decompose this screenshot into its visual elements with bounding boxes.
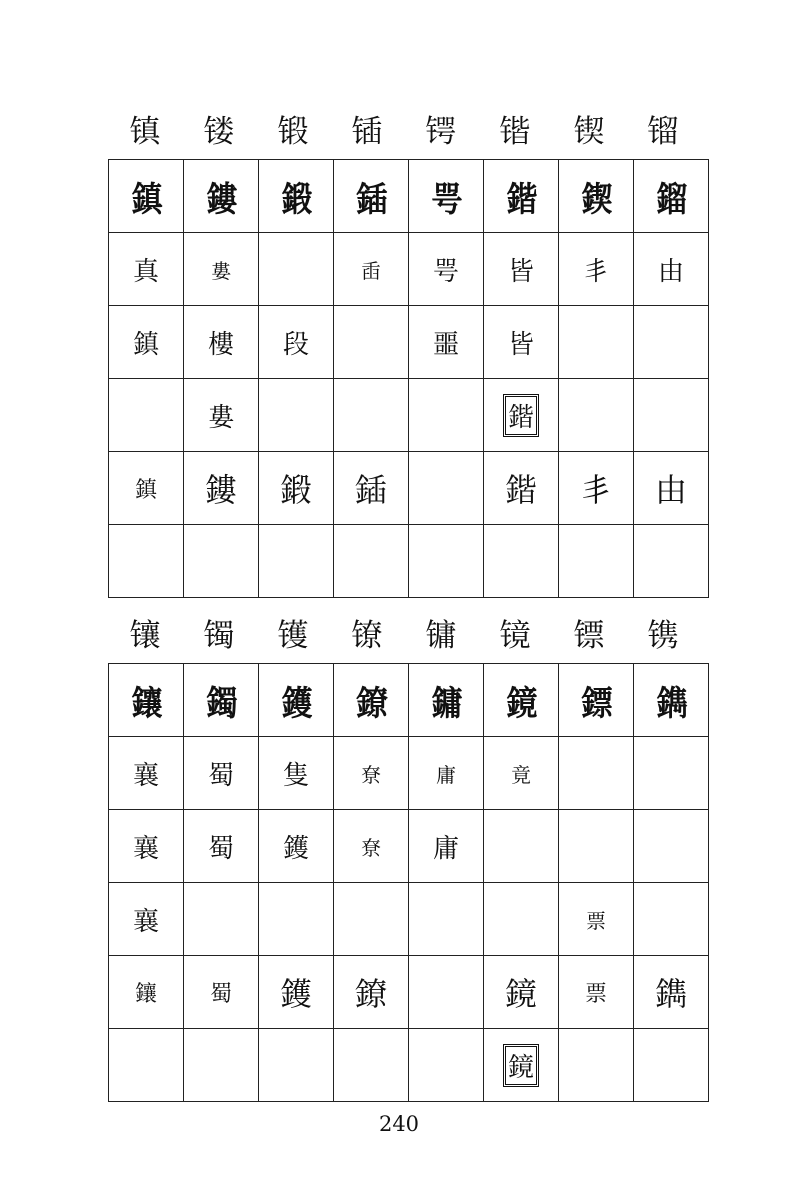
grid-cell — [259, 452, 334, 525]
grid-cell — [409, 379, 484, 452]
glyph: 襄 — [132, 906, 159, 937]
grid-cell — [484, 664, 559, 737]
grid-cell — [109, 233, 184, 306]
glyph: 尞 — [361, 762, 381, 787]
glyph: 鏤 — [205, 179, 237, 220]
header-char: 锲 — [573, 114, 605, 150]
glyph: 鐐 — [354, 975, 387, 1013]
header-char: 镬 — [277, 618, 309, 654]
grid-cell — [409, 664, 484, 737]
glyph: 鏡 — [505, 683, 537, 724]
grid-cell — [184, 379, 259, 452]
grid-cell — [409, 956, 484, 1029]
grid-cell — [334, 810, 409, 883]
glyph: 竟 — [511, 762, 531, 787]
table-row — [109, 883, 709, 956]
grid-cell — [559, 525, 634, 598]
glyph: 樓 — [207, 329, 234, 360]
grid-cell — [259, 306, 334, 379]
grid-cell — [559, 379, 634, 452]
grid-cell — [259, 810, 334, 883]
grid-cell — [559, 306, 634, 379]
glyph: 鑲 — [130, 683, 162, 724]
glyph: 皆 — [507, 329, 534, 360]
grid-cell — [634, 1029, 709, 1102]
table-row — [109, 379, 709, 452]
header-char: 镶 — [129, 618, 161, 654]
glyph: 鑊 — [282, 833, 309, 864]
grid-cell — [259, 525, 334, 598]
grid-cell — [109, 664, 184, 737]
grid-cell — [109, 737, 184, 810]
header-row — [108, 110, 700, 154]
glyph: 段 — [282, 329, 309, 360]
grid-cell — [184, 883, 259, 956]
glyph: 鍛 — [280, 179, 312, 220]
grid-cell — [634, 956, 709, 1029]
grid-cell — [184, 525, 259, 598]
glyph: 咢 — [430, 179, 462, 220]
table-row — [109, 1029, 709, 1102]
grid-cell — [334, 956, 409, 1029]
grid-cell — [109, 379, 184, 452]
glyph: 鏡 — [504, 975, 537, 1013]
grid-cell — [484, 452, 559, 525]
grid-cell — [634, 664, 709, 737]
glyph: 鐫 — [655, 683, 687, 724]
glyph: 鑊 — [280, 683, 312, 724]
grid-cell — [259, 737, 334, 810]
grid-cell — [259, 664, 334, 737]
grid-cell — [634, 737, 709, 810]
grid-cell — [259, 883, 334, 956]
table-row — [109, 233, 709, 306]
grid-cell — [334, 737, 409, 810]
grid-cell — [109, 1029, 184, 1102]
grid-cell — [634, 306, 709, 379]
grid-cell — [409, 306, 484, 379]
glyph: 票 — [586, 908, 606, 933]
grid-cell — [334, 233, 409, 306]
glyph: 由 — [657, 256, 684, 287]
grid-cell — [634, 233, 709, 306]
grid-cell — [409, 737, 484, 810]
header-char: 镇 — [129, 114, 161, 150]
grid-cell — [334, 160, 409, 233]
character-section-1 — [108, 110, 700, 598]
grid-cell — [409, 883, 484, 956]
grid-cell — [334, 306, 409, 379]
grid-cell — [109, 883, 184, 956]
glyph: 鎮 — [130, 179, 162, 220]
grid-cell — [184, 810, 259, 883]
glyph: 鐐 — [355, 683, 387, 724]
glyph: 庸 — [436, 762, 456, 787]
table-row — [109, 956, 709, 1029]
header-char: 镛 — [425, 618, 457, 654]
grid-cell — [259, 160, 334, 233]
grid-cell — [484, 233, 559, 306]
glyph: 鍇 — [503, 394, 539, 437]
grid-cell — [184, 306, 259, 379]
grid-cell — [409, 1029, 484, 1102]
grid-cell — [184, 452, 259, 525]
glyph: 襄 — [132, 760, 159, 791]
table-row — [109, 306, 709, 379]
glyph: 由 — [654, 471, 687, 509]
glyph: 丯 — [582, 256, 609, 287]
grid-cell — [259, 956, 334, 1029]
grid-cell — [259, 1029, 334, 1102]
page-number: 240 — [378, 1112, 420, 1136]
grid-cell — [409, 160, 484, 233]
table-row — [109, 525, 709, 598]
grid-cell — [334, 525, 409, 598]
grid-cell — [634, 810, 709, 883]
table-row — [109, 664, 709, 737]
grid-cell — [109, 452, 184, 525]
glyph: 庸 — [432, 833, 459, 864]
table-row — [109, 452, 709, 525]
character-section-2 — [108, 614, 700, 1102]
grid-cell — [484, 737, 559, 810]
glyph: 鍥 — [580, 179, 612, 220]
grid-cell — [334, 1029, 409, 1102]
glyph: 鎮 — [134, 477, 157, 503]
grid-cell — [559, 160, 634, 233]
glyph: 鍇 — [505, 179, 537, 220]
header-char: 镖 — [573, 618, 605, 654]
grid-cell — [484, 525, 559, 598]
glyph: 鍤 — [355, 179, 387, 220]
glyph: 真 — [132, 256, 159, 287]
grid-cell — [559, 883, 634, 956]
glyph: 鎮 — [132, 329, 159, 360]
header-char: 锸 — [351, 114, 383, 150]
grid-cell — [109, 810, 184, 883]
grid-cell — [409, 233, 484, 306]
glyph: 鑊 — [279, 975, 312, 1013]
glyph: 鐫 — [654, 975, 687, 1013]
grid-cell — [559, 452, 634, 525]
grid-cell — [109, 525, 184, 598]
grid-cell — [109, 956, 184, 1029]
grid-cell — [484, 306, 559, 379]
glyph: 鍇 — [504, 471, 537, 509]
grid-cell — [634, 525, 709, 598]
glyph: 丯 — [579, 471, 612, 509]
grid-cell — [334, 883, 409, 956]
grid-cell — [184, 1029, 259, 1102]
grid-cell — [484, 883, 559, 956]
header-char: 锷 — [425, 114, 457, 150]
header-char: 镣 — [351, 618, 383, 654]
glyph: 鑲 — [134, 981, 157, 1007]
grid-cell — [484, 956, 559, 1029]
glyph: 鏞 — [430, 683, 462, 724]
grid-cell — [334, 452, 409, 525]
header-char: 镌 — [647, 618, 679, 654]
glyph: 皆 — [507, 256, 534, 287]
grid-cell — [259, 379, 334, 452]
table-row — [109, 810, 709, 883]
grid-cell — [559, 810, 634, 883]
character-grid — [108, 159, 709, 598]
glyph: 鍤 — [354, 471, 387, 509]
grid-cell — [559, 664, 634, 737]
header-char: 锻 — [277, 114, 309, 150]
glyph: 鎦 — [655, 179, 687, 220]
glyph: 鐲 — [205, 683, 237, 724]
grid-cell — [334, 379, 409, 452]
glyph: 蜀 — [209, 981, 232, 1007]
glyph: 臿 — [361, 258, 381, 283]
grid-cell — [259, 233, 334, 306]
header-char: 镂 — [203, 114, 235, 150]
glyph: 噩 — [432, 329, 459, 360]
grid-cell — [559, 1029, 634, 1102]
glyph: 尞 — [361, 835, 381, 860]
glyph: 咢 — [432, 256, 459, 287]
glyph: 鍛 — [279, 471, 312, 509]
glyph: 隻 — [282, 760, 309, 791]
grid-cell — [109, 160, 184, 233]
grid-cell — [634, 160, 709, 233]
glyph: 鏡 — [503, 1044, 539, 1087]
glyph: 鏤 — [204, 471, 237, 509]
grid-cell — [634, 379, 709, 452]
grid-cell — [634, 452, 709, 525]
glyph: 婁 — [207, 402, 234, 433]
glyph: 票 — [584, 981, 607, 1007]
grid-cell — [559, 233, 634, 306]
grid-cell — [184, 737, 259, 810]
grid-cell — [484, 1029, 559, 1102]
grid-cell — [484, 160, 559, 233]
table-row — [109, 160, 709, 233]
grid-cell — [184, 664, 259, 737]
grid-cell — [634, 883, 709, 956]
grid-cell — [184, 233, 259, 306]
glyph: 蜀 — [207, 833, 234, 864]
grid-cell — [409, 810, 484, 883]
grid-cell — [484, 379, 559, 452]
glyph: 婁 — [211, 258, 231, 283]
grid-cell — [334, 664, 409, 737]
header-char: 镯 — [203, 618, 235, 654]
grid-cell — [184, 956, 259, 1029]
glyph: 鏢 — [580, 683, 612, 724]
glyph: 蜀 — [207, 760, 234, 791]
header-char: 镏 — [647, 114, 679, 150]
header-char: 锴 — [499, 114, 531, 150]
grid-cell — [109, 306, 184, 379]
grid-cell — [409, 525, 484, 598]
header-char: 镜 — [499, 618, 531, 654]
glyph: 襄 — [132, 833, 159, 864]
table-row — [109, 737, 709, 810]
grid-cell — [409, 452, 484, 525]
grid-cell — [559, 956, 634, 1029]
header-row — [108, 614, 700, 658]
grid-cell — [484, 810, 559, 883]
character-grid — [108, 663, 709, 1102]
grid-cell — [184, 160, 259, 233]
grid-cell — [559, 737, 634, 810]
